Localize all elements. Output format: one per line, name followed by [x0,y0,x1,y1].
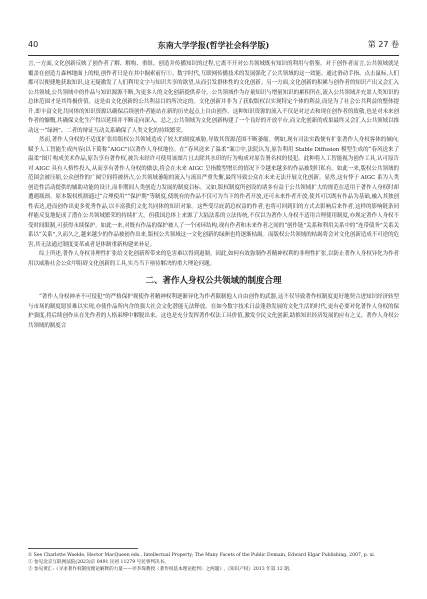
paragraph: “著作人身权神圣不可侵犯”的严格保护观使作者精神权利逐渐异化为作者限制他人自由创作的武器,这不仅导致著作权制度更好地契合进知识经济转型与市场的制度愿景难以实现,亦使作品所内含的强大社会文化潜能无法释放。在如今数字技术日益蓬勃发展的文化生活的时代,更有必要对化著作人身权的保护强度,将后续创作从在先作者的人格束缚中解脱出来。这也是充分发挥著作权法工具价值,激发全民文化创新,助推知识经济发展的应有之义。著作人身权公共领域的制度合 [28,294,399,329]
volume-label: 第 27 卷 [367,40,399,49]
page-number: 40 [28,40,39,49]
footnote: ③ 参见黄汇:《寻求著作权制度理论解释的力量——评李琛教授〈著作权基本理论批判〉之两题》,《知识产权》2013 年第 12 期。 [28,567,294,572]
footnote: ② 参见北京互联网法院(2023)京 0491 民初 11279 号民事判决书。 [28,560,169,565]
footnote-rule [28,548,138,549]
running-header [28,38,399,52]
footnotes [28,552,399,573]
header-rule [28,55,399,56]
journal-title: 东南大学学报(哲学社会科学版) [157,40,270,50]
footnote: ① See Charlotte Waelde, Hector MacQueen eds., Intellectual Property; The Many Facets of the Public Domain, Edward Elgar Publishing, 2007, p. xi. [28,553,376,558]
article-body [28,60,399,331]
section-heading: 二、著作人身权公共领域的制度合理 [145,276,282,286]
paragraph: 综上所述,著作人身权非理性扩张给文化创新所带来的危害难以得到遏制。因此,如何有效弥制作者精神权利的非理性扩张,以防止著作人身权异化为作者用以威胁社会公众甲阻碍文化创新的工具,实乃当下亟待解决的重大理论问题。 [28,251,399,267]
paragraph: 言,一方面,文化创新反映了创作者了解、解构、重组、创造并传播知识的过程,它离不开对公共领域既有知识的利用与借鉴。对于创作者而言,公共领域就是覆盖在创造力森林地面上的根,创作者只是在其中掘索前行①。数字时代,互联网传播技术的发展强化了公共领域的这一效能。通过滑动手指、点击鼠标,人们都可以便捷地获取知识,这无疑激发了人们利用文字与知识共享的欲望,从而引发群体性的文化创新。另一方面,文化创新的积累与创作者的知识产出又会汇入公共领域,公共领域中的作品与知识源源不断,为更多人的文化创新提供养分。公共领域作为存量知识与增量知识的累积所在,流入公共领域并充盈人类知识的总体范围才是其终极价值。这是由文化创新的公共利益目的所决定的。文化创新并非为了获取版权以实现特定个体的利益,而是为了社会公共利益的整体提升,即丰富文化共同体的知识资源以确保后续创作者能站在新的历史起点上自由创作。这种知识资源的流入不仅是对过去和现在创作者的致敬,也是对未来创作者的慷慨,其确保文化生产得以延续并不断走向深入。总之,公共领域为文化创新构建了一个良好的开放平台,而文化创新的成果最终又会汇入公共领域以推动这一“绿洲”、二者的辩证互动关系确保了人类文化的持续繁荣。 [28,61,399,134]
paragraph: 然而,著作人身权的不适度扩张给版权公共领域造成了较大的制度威胁,导致其资源范围不断萎缩。例如,现有司法实践便有扩张著作人身权客体的倾向,赋予人工智能生成内容(以下简称“AIGC”)以著作人身权地位。在“春风送来了温柔”案②中,法院认为,原告利用 Stable Diffusion 模型生成的“春风送来了温柔”图片构成美术作品,原告享有著作权,被告未经许可使用该图片且去除其水印的行为构成对原告署名权的侵犯。此种将人工智能视为创作工具,认可原告对 AIGC 具有人格性投入,从而享有著作人身权的做法,将会在未来 AIGC 呈指数型增长的情况下令越来越多的作品被划归私有。如此一来,版权公共领域的范围会被压缩,公众创作的广阔空间将被挤占,公共领域萎缩的流入与流出严重失衡,最终导致公众在未来无法开展文化创新。显然,这有悖于 AIGC 系为人类创造性活动提供的辅助功能的设计,而非期间人类创造力发展的制度目标。又如,版权制度所创设的诸多有益于公共领域扩大的规范在适用于著作人身权时却遭遇瓶颈。原本版权机制通过“合理使用”“保护期”等制度,使既有的作品不仅可为当下的作者开放,还可未来作者开放,使其可以既有作品为基础,融入其独创性表达,进而创作出更多优秀作品,以丰富我们文化共同体的知识对象。这些受尽庇荫总权益的作者,也将可回到旧的方式去影响后来作者,这样的影响链条同样能反复地促成了潜在公共领域繁荣的持续扩大。但我国总体上来源了大陆法系的立法传统,不仅以为著作人身权不适用合理使用制度,亦规定著作人身权不受时间限制,可获得永续保护。如此一来,对既有作品的保护被人了一个闭环结构,现有作者和未来作者之间的“创作链”关系和利用关系中的“连带债务”关系关系以“关系”,久而久之,越来越少的作品被创作出来,版权公共领域这一文化创新的绿洲也将逐渐枯竭。而版权公共领域的枯竭将会对文化创新造成不可逆的危害,其无法通过制度变革或者是体制重新构建来补足。 [28,137,399,248]
